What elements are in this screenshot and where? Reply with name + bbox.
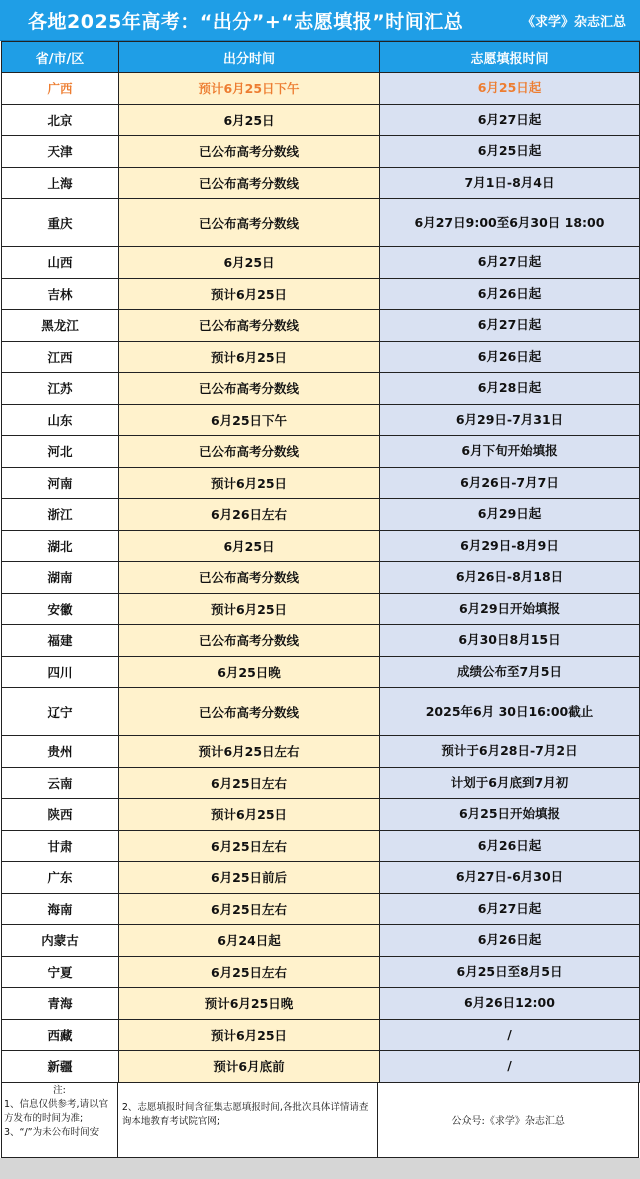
score-time-cell: 6月25日 <box>119 530 380 562</box>
table-row <box>2 136 640 168</box>
table-row <box>2 278 640 310</box>
table-row <box>2 1019 640 1051</box>
score-time-cell: 6月26日左右 <box>119 499 380 531</box>
table-row <box>2 656 640 688</box>
score-time-cell: 已公布高考分数线 <box>119 310 380 342</box>
apply-time-cell: 6月26日12:00 <box>380 988 640 1020</box>
province-cell: 重庆 <box>2 199 119 247</box>
score-time-cell: 6月25日左右 <box>119 893 380 925</box>
score-time-cell: 预计6月底前 <box>119 1051 380 1083</box>
province-cell: 新疆 <box>2 1051 119 1083</box>
province-cell: 安徽 <box>2 593 119 625</box>
score-time-cell: 6月25日左右 <box>119 830 380 862</box>
apply-time-cell: 6月下旬开始填报 <box>380 436 640 468</box>
province-cell: 云南 <box>2 767 119 799</box>
score-time-cell: 6月25日前后 <box>119 862 380 894</box>
apply-time-cell: 6月26日起 <box>380 341 640 373</box>
apply-time-cell: 6月27日起 <box>380 247 640 279</box>
province-cell: 贵州 <box>2 736 119 768</box>
table-row <box>2 688 640 736</box>
note-line-3: 3、“/”为未公布时间安 <box>4 1126 100 1138</box>
table-row <box>2 925 640 957</box>
province-cell: 西藏 <box>2 1019 119 1051</box>
table-row <box>2 1051 640 1083</box>
table-row <box>2 625 640 657</box>
province-cell: 青海 <box>2 988 119 1020</box>
province-cell: 江西 <box>2 341 119 373</box>
apply-time-cell: 6月25日起 <box>380 136 640 168</box>
table-row <box>2 988 640 1020</box>
province-cell: 河南 <box>2 467 119 499</box>
province-cell: 黑龙江 <box>2 310 119 342</box>
province-cell: 湖北 <box>2 530 119 562</box>
apply-time-cell: 预计于6月28日-7月2日 <box>380 736 640 768</box>
table-row <box>2 499 640 531</box>
score-time-cell: 预计6月25日下午 <box>119 73 380 105</box>
apply-time-cell: 6月25日开始填报 <box>380 799 640 831</box>
apply-time-cell: 6月25日起 <box>380 73 640 105</box>
score-time-cell: 预计6月25日 <box>119 799 380 831</box>
notes-middle-cell: 2、志愿填报时间含征集志愿填报时间,各批次具体详情请查询本地教育考试院官网; <box>118 1083 379 1157</box>
apply-time-cell: 6月29日开始填报 <box>380 593 640 625</box>
source-label: 《求学》杂志汇总 <box>521 14 626 30</box>
apply-time-cell: 7月1日-8月4日 <box>380 167 640 199</box>
apply-time-cell: 6月30日8月15日 <box>380 625 640 657</box>
province-cell: 四川 <box>2 656 119 688</box>
score-time-cell: 6月24日起 <box>119 925 380 957</box>
table-row <box>2 830 640 862</box>
score-time-cell: 已公布高考分数线 <box>119 625 380 657</box>
province-cell: 山东 <box>2 404 119 436</box>
apply-time-cell: 6月27日起 <box>380 310 640 342</box>
score-time-cell: 已公布高考分数线 <box>119 199 380 247</box>
apply-time-cell: 6月26日起 <box>380 925 640 957</box>
province-cell: 浙江 <box>2 499 119 531</box>
province-cell: 辽宁 <box>2 688 119 736</box>
province-cell: 江苏 <box>2 373 119 405</box>
bottom-strip <box>0 1158 640 1179</box>
notes-left-cell <box>1 1083 118 1157</box>
score-time-cell: 预计6月25日左右 <box>119 736 380 768</box>
province-cell: 海南 <box>2 893 119 925</box>
province-cell: 天津 <box>2 136 119 168</box>
apply-time-cell: 6月29日-8月9日 <box>380 530 640 562</box>
table-row <box>2 167 640 199</box>
table-row <box>2 404 640 436</box>
table-row <box>2 562 640 594</box>
province-cell: 广西 <box>2 73 119 105</box>
schedule-table <box>1 41 640 1083</box>
table-row <box>2 862 640 894</box>
apply-time-cell: 6月27日-6月30日 <box>380 862 640 894</box>
table-row <box>2 893 640 925</box>
province-cell: 广东 <box>2 862 119 894</box>
table-row <box>2 310 640 342</box>
score-time-cell: 预计6月25日 <box>119 341 380 373</box>
table-row <box>2 530 640 562</box>
column-header-score-time: 出分时间 <box>119 42 380 73</box>
table-row <box>2 104 640 136</box>
score-time-cell: 已公布高考分数线 <box>119 688 380 736</box>
table-row <box>2 247 640 279</box>
score-time-cell: 已公布高考分数线 <box>119 562 380 594</box>
wechat-account-note: 公众号:《求学》杂志汇总 <box>378 1083 639 1157</box>
title-banner <box>0 0 640 41</box>
score-time-cell: 预计6月25日 <box>119 278 380 310</box>
table-row <box>2 341 640 373</box>
score-time-cell: 已公布高考分数线 <box>119 167 380 199</box>
table-row <box>2 373 640 405</box>
score-time-cell: 6月25日晚 <box>119 656 380 688</box>
province-cell: 宁夏 <box>2 956 119 988</box>
province-cell: 甘肃 <box>2 830 119 862</box>
apply-time-cell: 成绩公布至7月5日 <box>380 656 640 688</box>
score-time-cell: 6月25日 <box>119 104 380 136</box>
apply-time-cell: 6月26日起 <box>380 830 640 862</box>
table-row <box>2 593 640 625</box>
province-cell: 上海 <box>2 167 119 199</box>
apply-time-cell: / <box>380 1019 640 1051</box>
apply-time-cell: 6月25日至8月5日 <box>380 956 640 988</box>
score-time-cell: 预计6月25日 <box>119 467 380 499</box>
apply-time-cell: 6月28日起 <box>380 373 640 405</box>
apply-time-cell: 6月27日起 <box>380 104 640 136</box>
apply-time-cell: 6月29日起 <box>380 499 640 531</box>
notes-heading: 注: <box>53 1084 66 1096</box>
table-row <box>2 767 640 799</box>
province-cell: 山西 <box>2 247 119 279</box>
score-time-cell: 6月25日下午 <box>119 404 380 436</box>
table-body <box>2 73 640 1083</box>
table-row <box>2 73 640 105</box>
province-cell: 内蒙古 <box>2 925 119 957</box>
province-cell: 北京 <box>2 104 119 136</box>
score-time-cell: 6月25日左右 <box>119 956 380 988</box>
score-time-cell: 6月25日 <box>119 247 380 279</box>
column-header-apply-time: 志愿填报时间 <box>380 42 640 73</box>
table-row <box>2 799 640 831</box>
apply-time-cell: 2025年6月 30日16:00截止 <box>380 688 640 736</box>
province-cell: 河北 <box>2 436 119 468</box>
column-header-province: 省/市/区 <box>2 42 119 73</box>
apply-time-cell: 6月26日起 <box>380 278 640 310</box>
apply-time-cell: 6月27日起 <box>380 893 640 925</box>
table-header-row <box>2 42 640 73</box>
province-cell: 湖南 <box>2 562 119 594</box>
score-time-cell: 已公布高考分数线 <box>119 373 380 405</box>
province-cell: 陕西 <box>2 799 119 831</box>
apply-time-cell: 6月27日9:00至6月30日 18:00 <box>380 199 640 247</box>
score-time-cell: 预计6月25日 <box>119 1019 380 1051</box>
apply-time-cell: 计划于6月底到7月初 <box>380 767 640 799</box>
score-time-cell: 已公布高考分数线 <box>119 436 380 468</box>
score-time-cell: 预计6月25日晚 <box>119 988 380 1020</box>
table-row <box>2 199 640 247</box>
table-row <box>2 467 640 499</box>
apply-time-cell: / <box>380 1051 640 1083</box>
notes-row <box>1 1083 639 1158</box>
page-title: 各地2025年高考：“出分”+“志愿填报”时间汇总 <box>28 10 464 33</box>
apply-time-cell: 6月29日-7月31日 <box>380 404 640 436</box>
score-time-cell: 6月25日左右 <box>119 767 380 799</box>
apply-time-cell: 6月26日-8月18日 <box>380 562 640 594</box>
table-row <box>2 736 640 768</box>
score-time-cell: 已公布高考分数线 <box>119 136 380 168</box>
province-cell: 吉林 <box>2 278 119 310</box>
table-row <box>2 956 640 988</box>
table-row <box>2 436 640 468</box>
score-time-cell: 预计6月25日 <box>119 593 380 625</box>
province-cell: 福建 <box>2 625 119 657</box>
note-line-1: 1、信息仅供参考,请以官方发布的时间为准; <box>4 1098 109 1124</box>
apply-time-cell: 6月26日-7月7日 <box>380 467 640 499</box>
